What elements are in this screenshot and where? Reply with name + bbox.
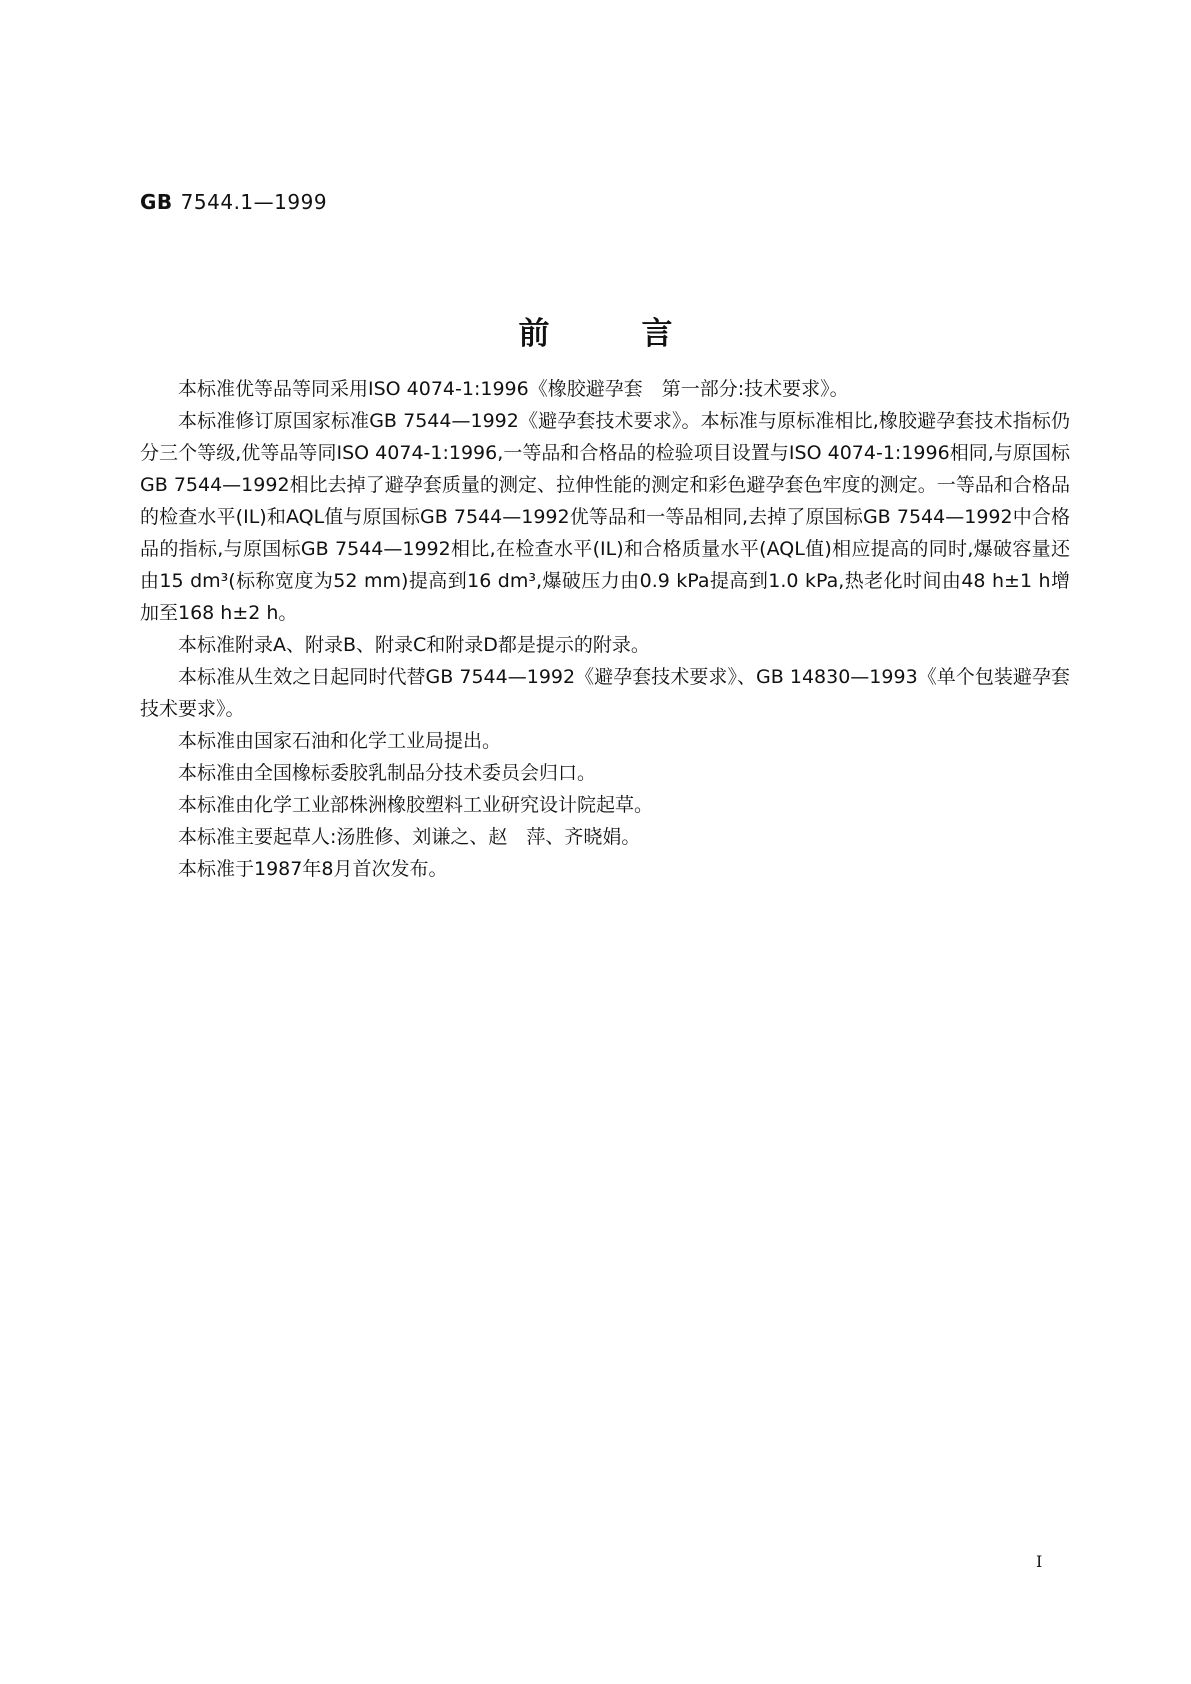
standard-code: [140, 190, 327, 214]
paragraph: 本标准修订原国家标准GB 7544—1992《避孕套技术要求》。本标准与原标准相比,橡胶避孕套技术指标仍分三个等级,优等品等同ISO 4074-1:1996,一等品和合格品的检验项目设置与ISO 4074-1:1996相同,与原国标GB 7544—1992相比去掉了避孕套质量的测定、拉伸性能的测定和彩色避孕套色牢度的测定。一等品和合格品的检查水平(IL)和AQL值与原国标GB 7544—1992优等品和一等品相同,去掉了原国标GB 7544—1992中合格品的指标,与原国标GB 7544—1992相比,在检查水平(IL)和合格质量水平(AQL值)相应提高的同时,爆破容量还由15 dm³(标称宽度为52 mm)提高到16 dm³,爆破压力由0.9 kPa提高到1.0 kPa,热老化时间由48 h±1 h增加至168 h±2 h。: [140, 410, 1070, 624]
page-title: 前言: [518, 316, 765, 352]
paragraph: 本标准于1987年8月首次发布。: [178, 858, 448, 880]
page-number: I: [1036, 1552, 1043, 1571]
standard-number: 7544.1—1999: [180, 190, 328, 214]
paragraph: 本标准优等品等同采用ISO 4074-1:1996《橡胶避孕套 第一部分:技术要求》。: [178, 378, 849, 400]
paragraph: 本标准主要起草人:汤胜修、刘谦之、赵 萍、齐晓娟。: [178, 826, 641, 848]
paragraph: 本标准附录A、附录B、附录C和附录D都是提示的附录。: [178, 634, 650, 656]
paragraph: 本标准由化学工业部株洲橡胶塑料工业研究设计院起草。: [178, 794, 654, 816]
paragraph: 本标准从生效之日起同时代替GB 7544—1992《避孕套技术要求》、GB 14830—1993《单个包装避孕套技术要求》。: [140, 666, 1070, 720]
paragraph: 本标准由全国橡标委胶乳制品分技术委员会归口。: [178, 762, 597, 784]
standard-prefix: GB: [140, 190, 173, 214]
foreword-body: [140, 373, 1070, 885]
paragraph: 本标准由国家石油和化学工业局提出。: [178, 730, 502, 752]
